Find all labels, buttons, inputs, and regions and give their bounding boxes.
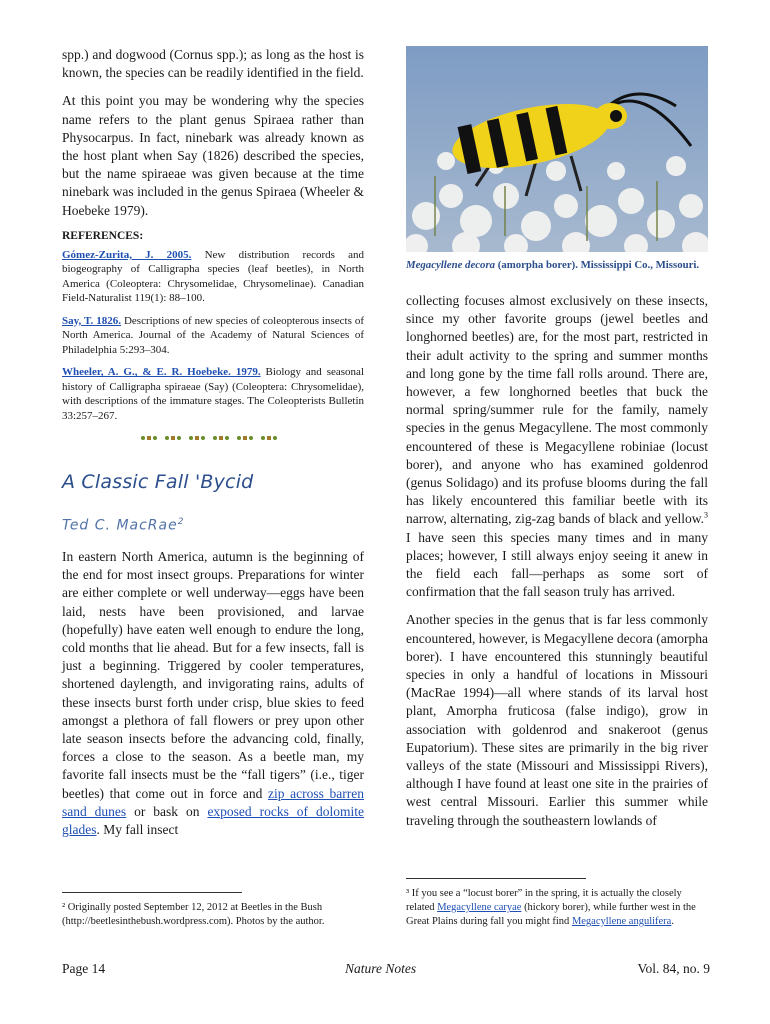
- reference-link[interactable]: Gómez-Zurita, J. 2005.: [62, 248, 192, 261]
- right-column: [406, 46, 708, 927]
- reference-item: Gómez-Zurita, J. 2005. New distribution records and biogeography of Calligrapha species (leaf beetles), in North America (Coleoptera: Chrysomelidae, Chrysomelinae). Canadian Field-Naturalist 119(1): 88–100.: [62, 248, 365, 305]
- inline-link[interactable]: Megacyllene caryae: [437, 902, 522, 913]
- page-number: Page 14: [62, 961, 106, 976]
- inline-link[interactable]: zip across barren sand dunes: [62, 785, 364, 819]
- ornament-divider: [62, 433, 364, 443]
- footnote: ³ If you see a “locust borer” in the spring, it is actually the closely related Megacyllene caryae (hickory borer), while further west in the Great Plains during fall you might find Megacyllene angulifera.: [406, 888, 696, 927]
- ornament-divider-icon: [133, 434, 293, 442]
- volume-info: Vol. 84, no. 9: [637, 961, 710, 976]
- inline-link[interactable]: Megacyllene angulifera: [571, 916, 672, 927]
- reference-link[interactable]: Say, T. 1826.: [62, 314, 121, 327]
- beetle-on-flowers-image: [406, 46, 708, 252]
- photo-caption: Megacyllene decora (amorpha borer). Mississippi Co., Missouri.: [406, 259, 700, 271]
- paragraph: spp.) and dogwood (Cornus spp.); as long as the host is known, the species can be readily identified in the field.: [62, 47, 364, 81]
- left-column: [62, 46, 365, 927]
- reference-item: Say, T. 1826. Descriptions of new species of coleopterous insects of North America. Journal of the Academy of Natural Sciences of Philadelphia 5:293–304.: [62, 314, 364, 356]
- footnote-rule: [406, 878, 586, 879]
- references-heading: REFERENCES:: [62, 229, 144, 242]
- paragraph: In eastern North America, autumn is the beginning of the end for most insect groups. Preparations for winter are either complete or well underway—eggs have been laid, nests have been provisioned, and larvae (hopefully) have eaten well enough to endure the long, cold months that lie ahead. But for a few insects, fall is just a beginning. Triggered by cooler temperatures, shortened daylength, and invigorating rains, adults of these insects burst forth under crisp, blue skies to feed amongst a plethora of fall flowers or prey upon other late season insects before the advancing cold, finally, forces a close to the season. As a beetle man, my favorite fall insects must be the “fall tigers” (i.e., tiger beetles) that come out in force and zip across barren sand dunes or bask on exposed rocks of dolomite glades. My fall insect: [62, 548, 364, 838]
- journal-name: Nature Notes: [345, 961, 417, 976]
- beetle-photo: [406, 46, 708, 252]
- paragraph: At this point you may be wondering why the species name refers to the plant genus Spiraea rather than Physocarpus. In fact, ninebark was already known as the host plant when Say (1826) described the species, but the name spiraeae was given because at the time ninebark was included in the genus Spiraea (Wheeler & Hoebeke 1979).: [62, 93, 364, 218]
- footnote-rule: [62, 892, 242, 893]
- inline-link[interactable]: exposed rocks of dolomite glades: [62, 803, 364, 838]
- paragraph: Another species in the genus that is far less commonly encountered, however, is Megacyllene decora (amorpha borer). I have encountered this stunningly beautiful species in only a handful of locations in Missouri (MacRae 1994)—all where stands of its larval host plant, Amorpha fruticosa (false indigo), grow in association with goldenrod and snakeroot (genus Eupatorium). These sites are primarily in the big river valleys of the state (Missouri and Mississippi Rivers), although I have found at least one site in the prairies of west central Missouri. Earlier this summer while traveling through the southeastern lowlands of: [406, 612, 708, 828]
- footnote: ² Originally posted September 12, 2012 at Beetles in the Bush (http://beetlesinthebush.wordpress.com). Photos by the author.: [62, 902, 325, 927]
- paragraph: collecting focuses almost exclusively on these insects, since my other favorite groups (jewel beetles and longhorned beetles) are, for the most part, restricted in their adult activity to the spring and summer months and long gone by the time fall rolls around. There are, however, a few longhorned beetles that buck the normal spring/summer rule for the family, namely species in the genus Megacyllene. The most commonly encountered of these is Megacyllene robiniae (locust borer), and anyone who has examined goldenrod (genus Solidago) and its profuse blooms during the fall has likely encountered this familiar beetle with its narrow, alternating, zig-zag bands of black and yellow.$^3$ I have seen this species many times and in many places; however, I still always enjoy seeing it anew in the field each fall—perhaps as some sort of confirmation that the fall season truly has arrived.: [406, 293, 708, 600]
- author-byline: Ted C. MacRae$^2$: [62, 517, 185, 534]
- article-title: A Classic Fall 'Bycid: [62, 471, 254, 494]
- reference-item: Wheeler, A. G., & E. R. Hoebeke. 1979. Biology and seasonal history of Calligrapha spiraeae (Say) (Coleoptera: Chrysomelidae), with descriptions of the immature stages. The Coleopterists Bulletin 33:257–267.: [62, 366, 365, 422]
- reference-link[interactable]: Wheeler, A. G., & E. R. Hoebeke. 1979.: [62, 366, 261, 379]
